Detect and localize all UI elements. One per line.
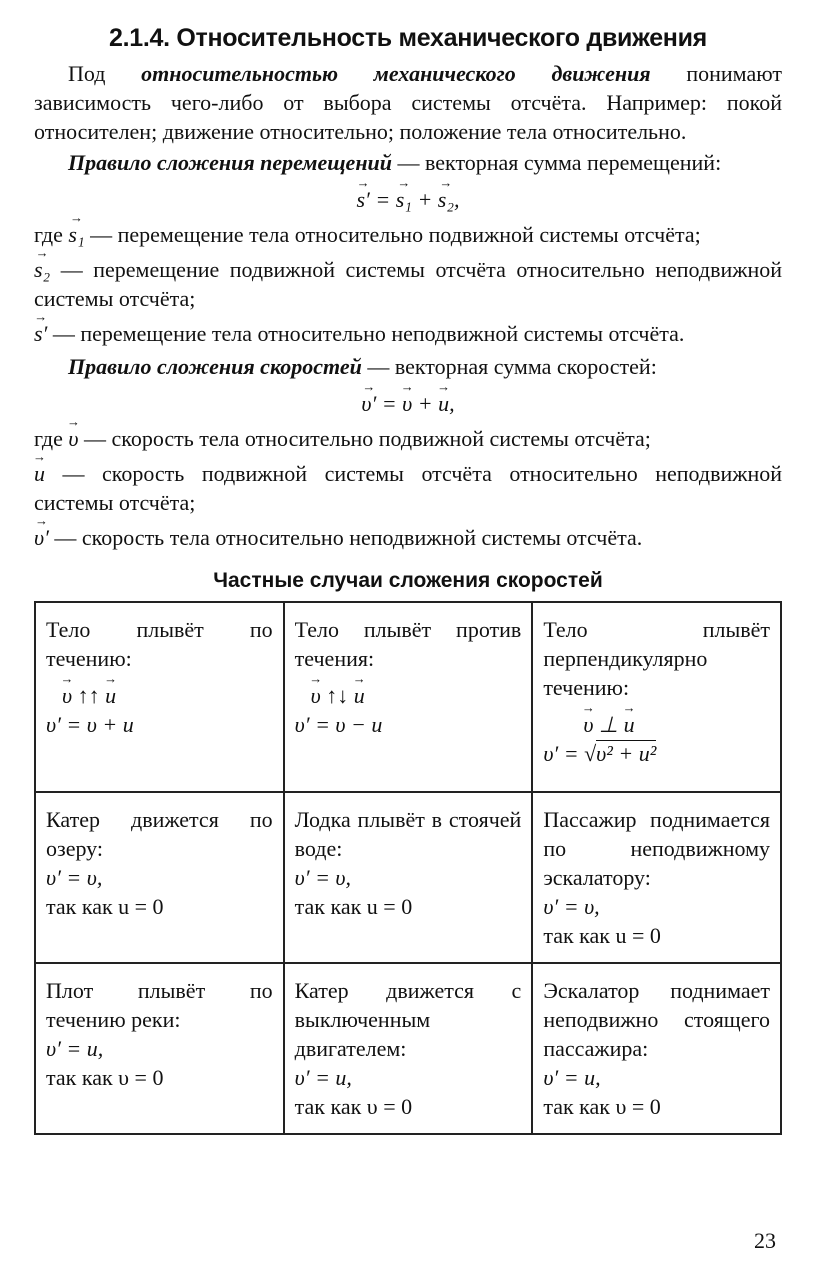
velocity-def-1 [34,424,782,453]
rel-op: ⊥ [593,712,624,737]
table-cell [532,602,781,792]
rel-a: → υ [583,710,593,739]
def-text: — скорость подвижной системы отсчёта относительно неподвижной системы отсчёта; [34,461,782,515]
cell-relation [46,681,273,710]
cell-relation [295,681,522,710]
def-symbol: → s₂ [34,255,50,284]
def-lead: где [34,426,69,451]
cell-relation [543,710,770,739]
def-symbol: → υ′ [34,523,49,552]
velocity-formula [34,389,782,418]
rel-b: → u [105,681,116,710]
table-cell [284,792,533,963]
intro-paragraph [34,59,782,146]
table-cell [532,963,781,1134]
velocity-term: Правило сложения скоростей [68,354,362,379]
table-cell [35,602,284,792]
formula-u: → u [438,389,449,418]
def-text: — скорость тела относительно подвижной системы отсчёта; [78,426,651,451]
def-text: — перемещение подвижной системы отсчёта относительно неподвижной системы отсчёта; [34,257,782,311]
table-row [35,963,781,1134]
cell-equation: υ′ = u, [46,1036,104,1061]
cell-equation: υ′ = υ, [294,865,352,890]
def-text: — перемещение тела относительно неподвижной системы отсчёта. [47,321,685,346]
cell-note: так как υ = 0 [46,1065,164,1090]
rel-b: → u [624,710,635,739]
formula-v: → υ [402,389,412,418]
velocity-rest: — векторная сумма скоростей: [361,354,657,379]
table-cell [532,792,781,963]
rel-op: ↑↑ [72,683,106,708]
displacement-term: Правило сложения перемещений [68,150,393,175]
def-symbol: → s₁ [68,220,84,249]
def-text: — перемещение тела относительно подвижной системы отсчёта; [84,222,701,247]
cell-equation: υ′ = υ, [46,865,103,890]
formula-plus: + [412,391,439,416]
displacement-rest: — векторная сумма перемещений: [392,150,722,175]
formula-s-prime: → s′ [356,185,369,214]
formula-end: , [454,187,460,212]
formula-v-prime: → υ′ [361,389,376,418]
cell-equation: υ′ = u, [543,1065,601,1090]
formula-eq: = [376,391,403,416]
formula-s2: → s₂ [438,185,454,214]
table-cell [35,963,284,1134]
table-row [35,792,781,963]
cell-note: так как u = 0 [543,923,661,948]
cell-text: Тело плывёт против течения: [294,617,522,671]
def-text: — скорость тела относительно неподвижной системы отсчёта. [48,525,643,550]
velocity-def-3 [34,523,782,552]
table-cell [284,602,533,792]
def-symbol: → s′ [34,319,47,348]
cell-note: так как υ = 0 [294,1094,413,1119]
intro-lead: Под [68,61,142,86]
def-lead: где [34,222,69,247]
displacement-formula [34,185,782,214]
table-row [35,602,781,792]
def-symbol: → υ [68,424,78,453]
velocity-def-2 [34,459,782,517]
formula-end: , [449,391,455,416]
section-heading: 2.1.4. Относительность механического движения [109,24,707,52]
cell-text: Плот плывёт по течению реки: [46,978,273,1032]
displacement-def-2 [34,255,782,313]
cell-note: так как u = 0 [294,894,413,919]
cell-note: так как u = 0 [46,894,164,919]
intro-rest: понимают зависимость чего-либо от выбора системы отсчёта. Например: покой относителен; движение относительно; положение тела относительно. [34,61,782,144]
rel-b: → u [354,681,365,710]
cell-text: Катер движется по озеру: [46,807,273,861]
cell-note: так как υ = 0 [543,1094,661,1119]
rel-a: → υ [311,681,321,710]
cell-equation: υ′ = υ − u [294,712,383,737]
cell-equation: υ′ = υ, [543,894,600,919]
cell-equation: υ′ = υ + u [46,712,134,737]
cases-table [34,601,782,1135]
cell-text: Эскалатор поднимает неподвижно стоящего пассажира: [543,978,770,1061]
rel-a: → υ [62,681,72,710]
displacement-def-3 [34,319,782,348]
eq-lhs: υ′ = √ [543,741,597,766]
displacement-def-1 [34,220,782,249]
eq-radicand: υ² + u² [596,741,657,766]
cell-equation [543,739,770,768]
cell-text: Пассажир поднимается по неподвижному эскалатору: [543,807,770,890]
page-number: 23 [754,1228,776,1253]
formula-s1: → s₁ [396,185,412,214]
rel-op: ↑↓ [320,683,354,708]
table-cell [284,963,533,1134]
def-symbol: → u [34,459,45,488]
formula-plus: + [411,187,438,212]
cell-text: Тело плывёт по течению: [46,617,273,671]
page-content [34,24,782,1135]
table-title: Частные случаи сложения скоростей [213,569,603,592]
formula-eq: = [369,187,396,212]
table-cell [35,792,284,963]
intro-term: относительностью механического движения [141,61,651,86]
cell-text: Лодка плывёт в стоячей воде: [294,807,522,861]
cell-text: Тело плывёт перпендикулярно течению: [543,617,770,700]
cell-text: Катер движется с выключенным двигателем: [294,978,522,1061]
cell-equation: υ′ = u, [294,1065,352,1090]
